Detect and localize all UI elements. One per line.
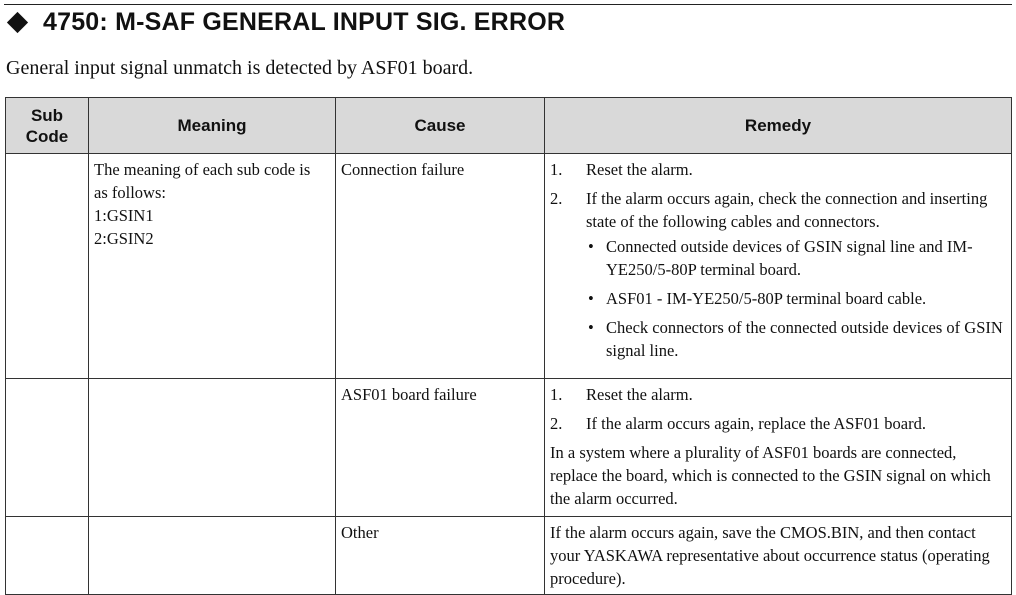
remedy-step: 2. If the alarm occurs again, check the connection and inserting state of the following cables and connectors. • Connected outside devices of GSIN signal line and IM-YE250/5-80P terminal board. • ASF01 - IM-YE250/5-80P terminal board cable. • Check connectors of the connected outside devices of GSIN signal line. xyxy=(550,187,1006,368)
meaning-cell xyxy=(89,517,336,595)
cause-cell: Connection failure xyxy=(336,154,545,379)
bullet-icon: • xyxy=(588,318,594,337)
sub-code-cell xyxy=(6,379,89,517)
list-item: • Check connectors of the connected outside devices of GSIN signal line. xyxy=(588,318,1003,360)
table-row xyxy=(6,517,1012,595)
meaning-cell xyxy=(89,379,336,517)
table-row xyxy=(6,154,1012,379)
page-title: 4750: M-SAF GENERAL INPUT SIG. ERROR xyxy=(43,8,566,36)
section-heading xyxy=(6,8,565,37)
error-description: General input signal unmatch is detected by ASF01 board. xyxy=(6,57,474,79)
remedy-note: If the alarm occurs again, save the CMOS.BIN, and then contact your YASKAWA representative about occurrence status (operating procedure). xyxy=(550,523,990,588)
list-item: • Connected outside devices of GSIN signal line and IM-YE250/5-80P terminal board. xyxy=(588,237,973,279)
bullet-icon: • xyxy=(588,289,594,308)
remedy-step: 1. Reset the alarm. xyxy=(550,160,693,179)
remedy-cell xyxy=(545,517,1012,595)
table-row xyxy=(6,379,1012,517)
sub-code-cell xyxy=(6,517,89,595)
remedy-cell xyxy=(545,154,1012,379)
meaning-cell: The meaning of each sub code is as follows: 1:GSIN1 2:GSIN2 xyxy=(89,154,336,379)
alarm-table xyxy=(5,97,1012,595)
remedy-steps xyxy=(550,158,1006,368)
header-cause: Cause xyxy=(336,98,545,154)
remedy-note: In a system where a plurality of ASF01 boards are connected, replace the board, which is connected to the GSIN signal on which the alarm occurred. xyxy=(550,443,991,508)
remedy-step: 2. If the alarm occurs again, replace the ASF01 board. xyxy=(550,414,926,433)
diamond-icon xyxy=(7,12,28,33)
sub-code-cell xyxy=(6,154,89,379)
header-sub-code: Sub Code xyxy=(6,98,89,154)
bullet-icon: • xyxy=(588,237,594,256)
remedy-steps xyxy=(550,383,1006,435)
header-remedy: Remedy xyxy=(545,98,1012,154)
cause-cell: ASF01 board failure xyxy=(336,379,545,517)
header-meaning: Meaning xyxy=(89,98,336,154)
table-header-row xyxy=(6,98,1012,154)
top-rule xyxy=(4,4,1012,5)
cable-check-list xyxy=(586,235,1006,362)
remedy-step: 1. Reset the alarm. xyxy=(550,385,693,404)
list-item: • ASF01 - IM-YE250/5-80P terminal board cable. xyxy=(588,289,927,308)
cause-cell: Other xyxy=(336,517,545,595)
remedy-cell xyxy=(545,379,1012,517)
